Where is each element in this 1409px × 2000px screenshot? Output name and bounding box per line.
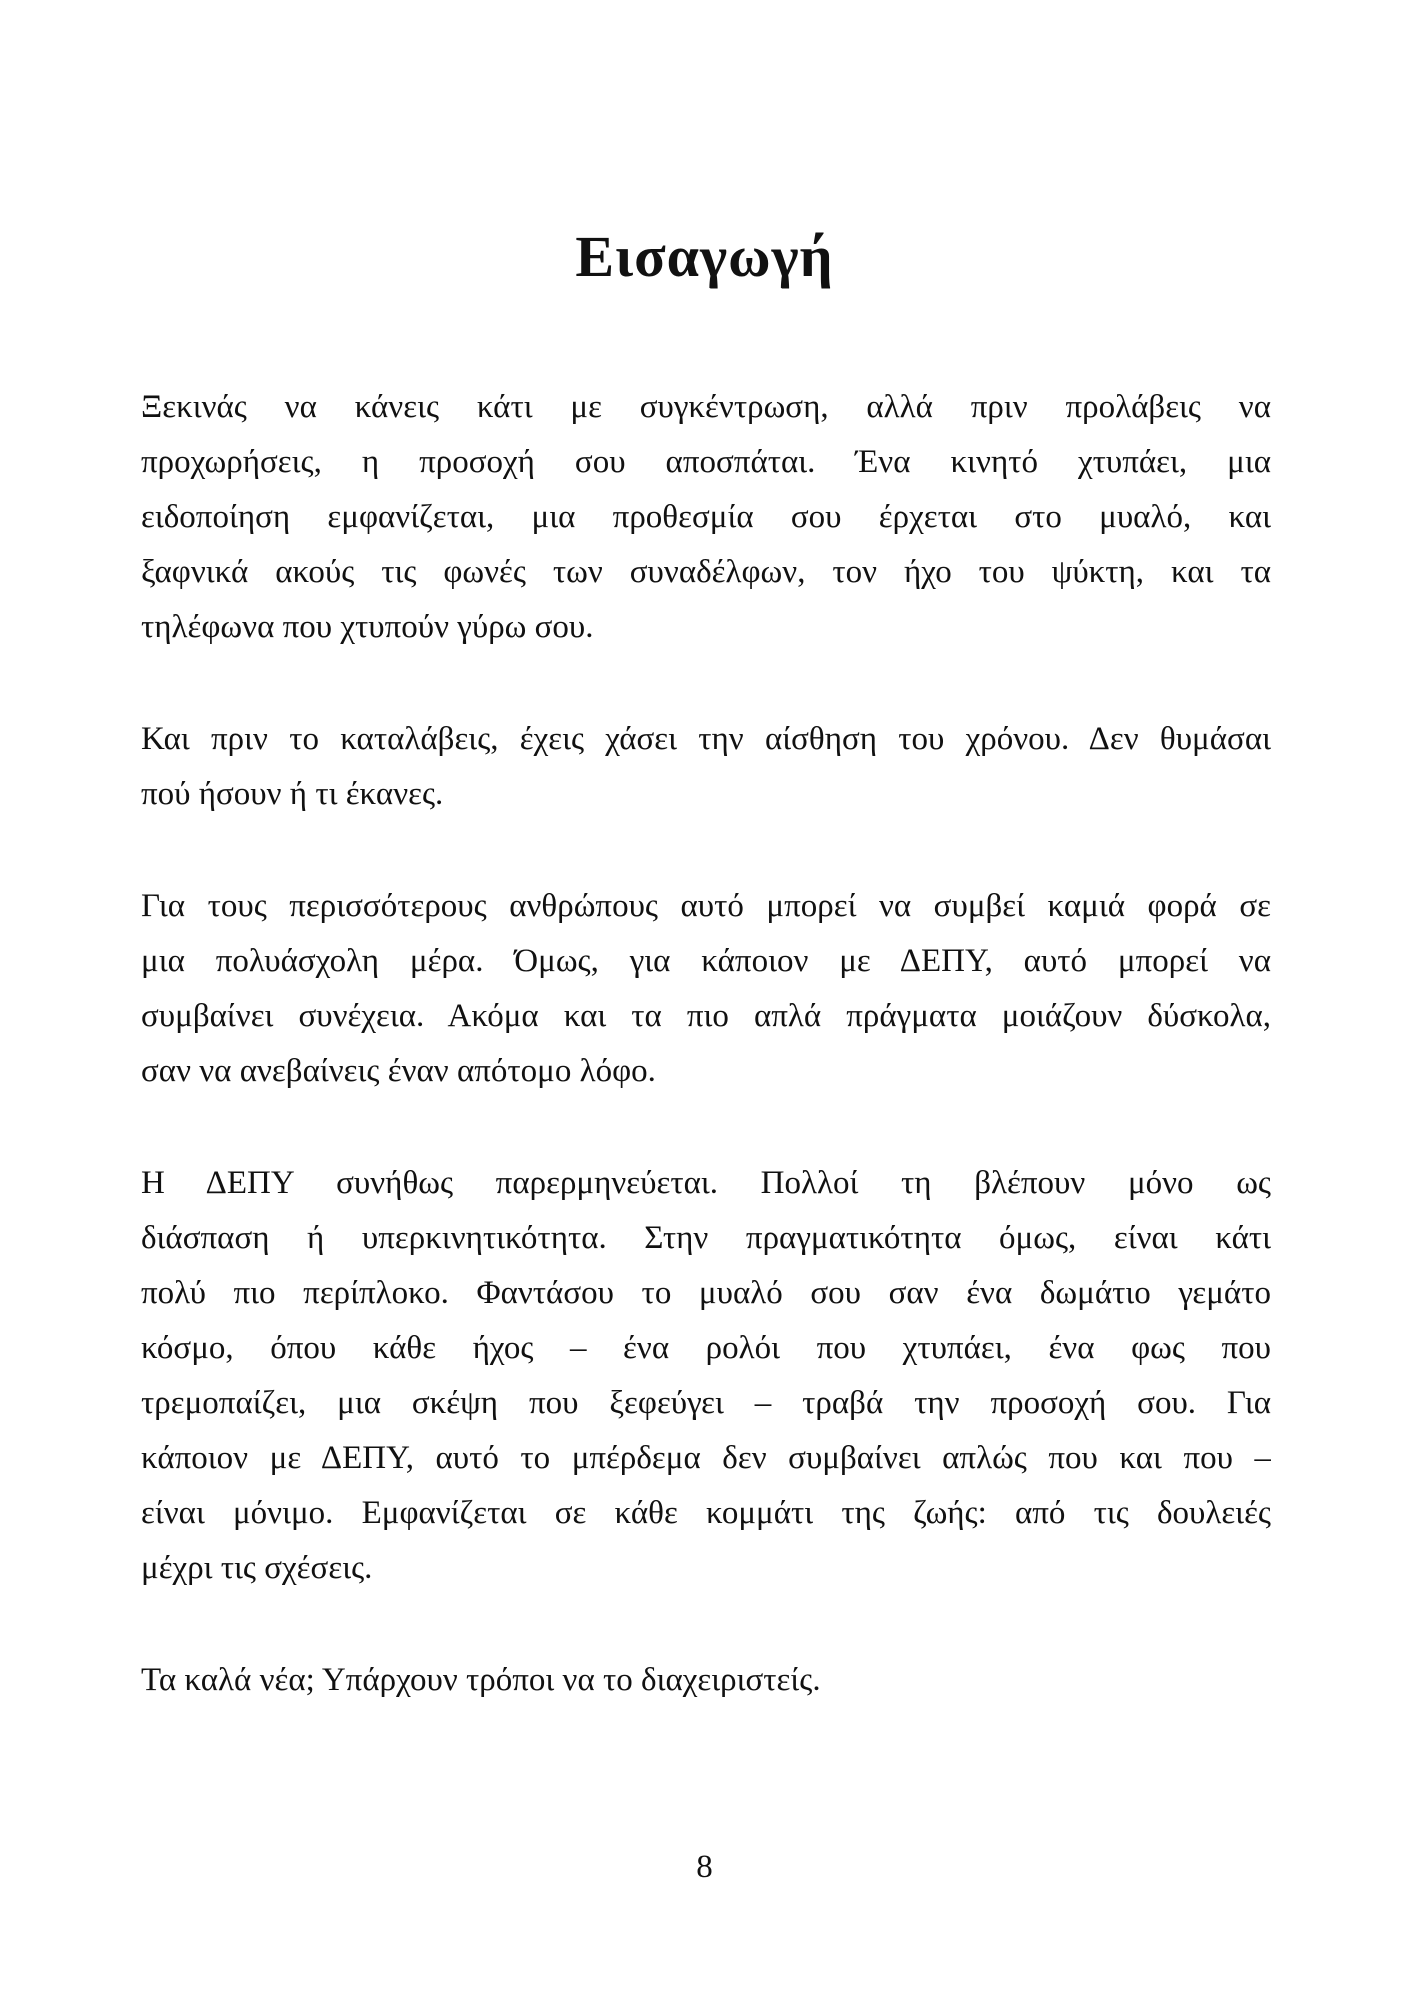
text-line: είναι μόνιμο. Εμφανίζεται σε κάθε κομμάτι της ζωής: από τις δουλειές <box>141 1495 1271 1531</box>
text-line: συμβαίνει συνέχεια. Ακόμα και τα πιο απλά πράγματα μοιάζουν δύσκολα, <box>141 998 1271 1034</box>
chapter-body <box>141 380 1271 1765</box>
text-line: διάσπαση ή υπερκινητικότητα. Στην πραγματικότητα όμως, είναι κάτι <box>141 1220 1271 1256</box>
text-line: ειδοποίηση εμφανίζεται, μια προθεσμία σου έρχεται στο μυαλό, και <box>141 499 1271 535</box>
text-line: Η ΔΕΠΥ συνήθως παρερμηνεύεται. Πολλοί τη βλέπουν μόνο ως <box>141 1165 1271 1201</box>
text-line: πού ήσουν ή τι έκανες. <box>141 776 444 812</box>
text-line: προχωρήσεις, η προσοχή σου αποσπάται. Ένα κινητό χτυπάει, μια <box>141 444 1271 480</box>
paragraph-4 <box>141 1156 1271 1596</box>
text-line: Για τους περισσότερους ανθρώπους αυτό μπορεί να συμβεί καμιά φορά σε <box>141 888 1271 924</box>
chapter-title: Εισαγωγή <box>575 224 834 289</box>
text-line: Και πριν το καταλάβεις, έχεις χάσει την αίσθηση του χρόνου. Δεν θυμάσαι <box>141 721 1271 757</box>
paragraph-3 <box>141 879 1271 1099</box>
text-line: τρεμοπαίζει, μια σκέψη που ξεφεύγει – τραβά την προσοχή σου. Για <box>141 1385 1271 1421</box>
page-number: 8 <box>696 1849 713 1885</box>
text-line: ξαφνικά ακούς τις φωνές των συναδέλφων, τον ήχο του ψύκτη, και τα <box>141 554 1271 590</box>
text-line: μέχρι τις σχέσεις. <box>141 1550 373 1586</box>
paragraph-5 <box>141 1653 1271 1708</box>
text-line: κάποιον με ΔΕΠΥ, αυτό το μπέρδεμα δεν συμβαίνει απλώς που και που – <box>141 1440 1271 1476</box>
text-line: τηλέφωνα που χτυπούν γύρω σου. <box>141 609 594 645</box>
paragraph-1 <box>141 380 1271 655</box>
text-line: κόσμο, όπου κάθε ήχος – ένα ρολόι που χτυπάει, ένα φως που <box>141 1330 1271 1366</box>
text-line: μια πολυάσχολη μέρα. Όμως, για κάποιον με ΔΕΠΥ, αυτό μπορεί να <box>141 943 1271 979</box>
text-line: πολύ πιο περίπλοκο. Φαντάσου το μυαλό σου σαν ένα δωμάτιο γεμάτο <box>141 1275 1271 1311</box>
text-line: σαν να ανεβαίνεις έναν απότομο λόφο. <box>141 1053 656 1089</box>
paragraph-2 <box>141 712 1271 822</box>
text-line: Ξεκινάς να κάνεις κάτι με συγκέντρωση, αλλά πριν προλάβεις να <box>141 389 1271 425</box>
text-line: Τα καλά νέα; Υπάρχουν τρόποι να το διαχειριστείς. <box>141 1662 821 1698</box>
